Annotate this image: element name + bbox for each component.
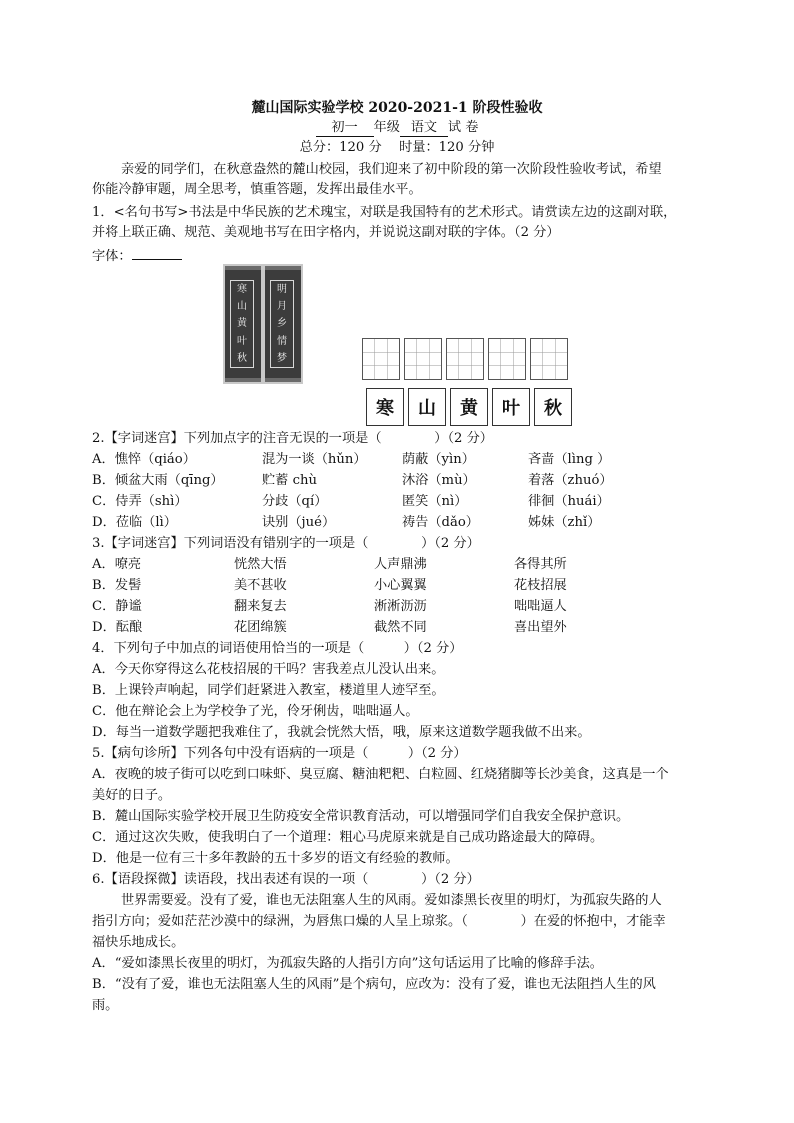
exam-title: 麓山国际实验学校 2020-2021-1 阶段性验收 <box>251 100 543 116</box>
q2-option: 着落（zhuó） <box>528 473 613 488</box>
q2-option: 分歧（qí） <box>262 494 328 509</box>
sample-chars <box>366 388 572 426</box>
couplet-right-char: 乡 <box>277 318 287 330</box>
q3-option: 花团绵簇 <box>234 620 287 635</box>
couplet-left-char: 黄 <box>237 318 247 330</box>
sample-char: 山 <box>408 388 446 426</box>
grade-blank: 初一 <box>316 120 374 137</box>
q2-option: 祷告（dǎo） <box>402 515 479 530</box>
intro-line-1: 亲爱的同学们，在秋意盎然的麓山校园，我们迎来了初中阶段的第一次阶段性验收考试，希望 <box>121 162 662 177</box>
couplet-right-char: 明 <box>277 284 287 296</box>
q3-option: 人声鼎沸 <box>374 557 427 572</box>
q4-option-b: B．上课铃声响起，同学们赶紧进入教室，楼道里人迹罕至。 <box>92 683 445 698</box>
q3-option: 截然不同 <box>374 620 427 635</box>
couplet-right-char: 情 <box>277 335 287 347</box>
couplet-right-char: 月 <box>277 301 287 313</box>
q3-option: 喜出望外 <box>514 620 567 635</box>
couplet-left-char: 叶 <box>237 335 247 347</box>
tianzige-cell[interactable] <box>446 338 484 380</box>
exam-label: 试 卷 <box>447 120 479 135</box>
q2-option: 混为一谈（hǔn） <box>262 452 367 467</box>
q2-option: 姊妹（zhǐ） <box>528 515 601 530</box>
q3-option: 小心翼翼 <box>374 578 427 593</box>
couplet-right-scroll <box>265 266 301 382</box>
subject-blank: 语文 <box>400 120 448 137</box>
tianzige-cell[interactable] <box>362 338 400 380</box>
q6-option-b-cont: 雨。 <box>92 998 119 1013</box>
q2-option: D．莅临（lì） <box>92 515 177 530</box>
q5-stem: 5.【病句诊所】下列各句中没有语病的一项是（ ）（2 分） <box>92 746 467 761</box>
q4-option-c: C．他在辩论会上为学校争了光，伶牙俐齿，咄咄逼人。 <box>92 704 419 719</box>
q3-option: C．静谧 <box>92 599 142 614</box>
q3-option: A．嘹亮 <box>92 557 142 572</box>
q5-option-b: B．麓山国际实验学校开展卫生防疫安全常识教育活动，可以增强同学们自我安全保护意识。 <box>92 809 630 824</box>
q3-option: D．酝酿 <box>92 620 143 635</box>
q2-option: B．倾盆大雨（qīng） <box>92 473 224 488</box>
q3-option: 翻来复去 <box>234 599 287 614</box>
q2-option: 吝啬（lìng ） <box>528 452 611 467</box>
q2-stem: 2.【字词迷宫】下列加点字的注音无误的一项是（ ）（2 分） <box>92 431 493 446</box>
exam-subtitle <box>0 118 794 138</box>
q3-stem: 3.【字词迷宫】下列词语没有错别字的一项是（ ）（2 分） <box>92 536 480 551</box>
q6-stem: 6.【语段探微】读语段，找出表述有误的一项（ ）（2 分） <box>92 872 480 887</box>
q6-passage-1: 世界需要爱。没有了爱，谁也无法阻塞人生的风雨。爱如漆黑长夜里的明灯，为孤寂失路的人 <box>121 893 662 908</box>
q4-option-d: D．每当一道数学题把我难住了，我就会恍然大悟，哦，原来这道数学题我做不出来。 <box>92 725 591 740</box>
tianzige-grid <box>362 338 568 380</box>
q3-option: 各得其所 <box>514 557 567 572</box>
tianzige-cell[interactable] <box>530 338 568 380</box>
sample-char: 黄 <box>450 388 488 426</box>
q2-option: 沐浴（mù） <box>402 473 476 488</box>
q2-option: 荫蔽（yìn） <box>402 452 475 467</box>
q2-option: 诀别（jué） <box>262 515 336 530</box>
sample-char: 秋 <box>534 388 572 426</box>
font-label: 字体： <box>92 249 132 264</box>
q3-option: 美不甚收 <box>234 578 287 593</box>
q6-option-a: A．“爱如漆黑长夜里的明灯，为孤寂失路的人指引方向”这句话运用了比喻的修辞手法。 <box>92 956 603 971</box>
q1-stem-2: 并将上联正确、规范、美观地书写在田字格内，并说说这副对联的字体。（2 分） <box>92 225 560 240</box>
q6-option-b: B．“没有了爱，谁也无法阻塞人生的风雨”是个病句，应改为：没有了爱，谁也无法阻挡人生的风 <box>92 977 656 992</box>
grade-label: 年级 <box>373 120 400 135</box>
q6-passage-2: 指引方向；爱如茫茫沙漠中的绿洲，为唇焦口燥的人呈上琼浆。（ ）在爱的怀抱中，才能幸 <box>92 914 666 929</box>
q4-option-a: A．今天你穿得这么花枝招展的干吗？害我差点儿没认出来。 <box>92 662 445 677</box>
q1-font-row <box>92 245 182 267</box>
q1-stem-1: 1．<名句书写>书法是中华民族的艺术瑰宝，对联是我国特有的艺术形式。请赏读左边的这副对联， <box>92 205 677 220</box>
q2-option: 匿笑（nì） <box>402 494 468 509</box>
q5-option-c: C．通过这次失败，使我明白了一个道理：粗心马虎原来就是自己成功路途最大的障碍。 <box>92 830 604 845</box>
couplet-left-char: 秋 <box>237 352 247 364</box>
q5-option-a-cont: 美好的日子。 <box>92 788 172 803</box>
q2-option: 贮蓄 chù <box>262 473 317 488</box>
q3-option: 淅淅沥沥 <box>374 599 427 614</box>
couplet-left-char: 山 <box>237 301 247 313</box>
q2-option: 徘徊（huái） <box>528 494 610 509</box>
q4-stem: 4．下列句子中加点的词语使用恰当的一项是（ ）（2 分） <box>92 641 463 656</box>
intro-line-2: 你能冷静审题，周全思考，慎重答题，发挥出最佳水平。 <box>92 182 422 197</box>
couplet-image <box>223 264 303 384</box>
q3-option: B．发髻 <box>92 578 142 593</box>
q2-option: C．侍弄（shì） <box>92 494 188 509</box>
q3-option: 咄咄逼人 <box>514 599 567 614</box>
q3-option: 花枝招展 <box>514 578 567 593</box>
q5-option-a: A．夜晚的坡子街可以吃到口味虾、臭豆腐、糖油粑粑、白粒圆、红烧猪脚等长沙美食，这真是一个 <box>92 767 669 782</box>
q6-passage-3: 福快乐地成长。 <box>92 935 185 950</box>
q2-option: A．憔悴（qiáo） <box>92 452 196 467</box>
tianzige-cell[interactable] <box>404 338 442 380</box>
sample-char: 寒 <box>366 388 404 426</box>
q3-option: 恍然大悟 <box>234 557 287 572</box>
couplet-left-scroll <box>225 266 261 382</box>
font-answer-blank[interactable] <box>132 245 182 260</box>
couplet-right-char: 梦 <box>277 352 287 364</box>
sample-char: 叶 <box>492 388 530 426</box>
q5-option-d: D．他是一位有三十多年教龄的五十多岁的语文有经验的教师。 <box>92 851 459 866</box>
couplet-left-char: 寒 <box>237 284 247 296</box>
score-info: 总分：120 分 时量：120 分钟 <box>299 140 495 155</box>
tianzige-cell[interactable] <box>488 338 526 380</box>
